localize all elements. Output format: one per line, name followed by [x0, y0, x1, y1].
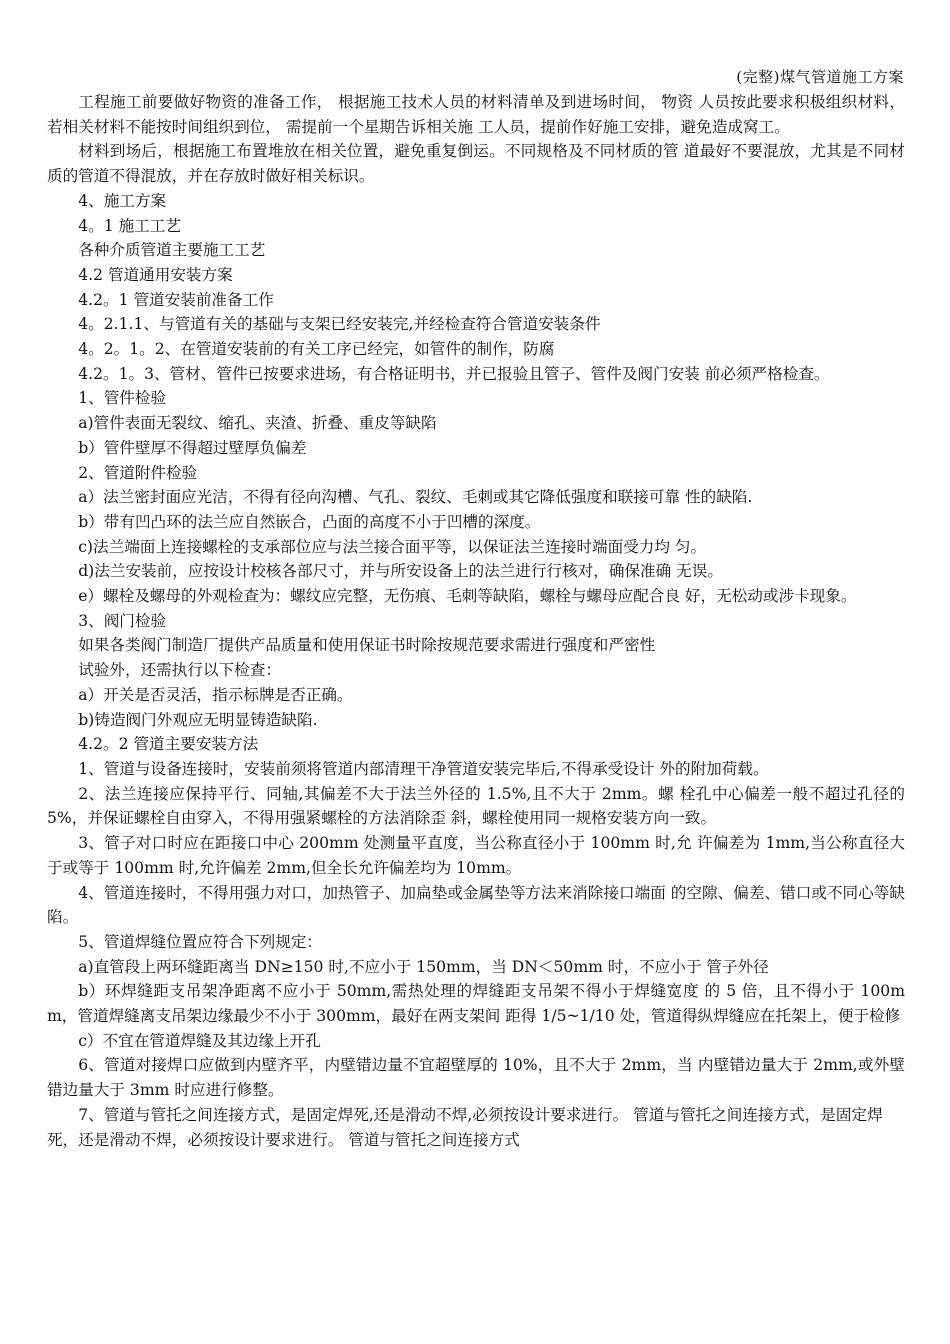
list-item: a)直管段上两环缝距离当 DN≥150 时,不应小于 150mm，当 DN＜50mm 时，不应小于 管子外径 — [78, 957, 769, 976]
list-item: d)法兰安装前，应按设计校核各部尺寸，并与所安设备上的法兰进行行核对，确保准确 无误。 — [78, 562, 723, 581]
paragraph: 各种介质管道主要施工工艺 — [78, 241, 266, 260]
list-item: b）管件壁厚不得超过壁厚负偏差 — [78, 438, 307, 457]
paragraph: 3、管子对口时应在距接口中心 200mm 处测量平直度，当公称直径小于 100mm 时,允 许偏差为 1mm,当公称直径大于或等于 100mm 时,允许偏差 2mm,但全长允许偏差均为 10mm。 — [47, 834, 905, 877]
paragraph: 1、管道与设备连接时，安装前须将管道内部清理干净管道安装完毕后,不得承受设计 外的附加荷载。 — [78, 759, 769, 778]
section-heading: 4、施工方案 — [78, 191, 167, 210]
paragraph: 材料到场后，根据施工布置堆放在相关位置，避免重复倒运。不同规格及不同材质的管 道最好不要混放，尤其是不同材质的管道不得混放，并在存放时做好相关标识。 — [47, 142, 905, 186]
paragraph: 6、管道对接焊口应做到内壁齐平，内壁错边量不宜超壁厚的 10%，且不大于 2mm，当 内壁错边量大于 2mm,或外壁错边量大于 3mm 时应进行修整。 — [47, 1056, 905, 1100]
list-item: e）螺栓及螺母的外观检查为：螺纹应完整，无伤痕、毛刺等缺陷，螺栓与螺母应配合良 好，无松动或涉卡现象。 — [78, 587, 857, 606]
paragraph: 5、管道焊缝位置应符合下列规定： — [78, 932, 323, 951]
section-heading: 4.2 管道通用安装方案 — [78, 265, 233, 284]
paragraph: 4。2.1.1、与管道有关的基础与支架已经安装完,并经检查符合管道安装条件 — [78, 315, 601, 334]
section-heading: 4.2。2 管道主要安装方法 — [78, 735, 259, 754]
list-item: a)管件表面无裂纹、缩孔、夹渣、折叠、重皮等缺陷 — [78, 414, 437, 433]
paragraph: 试验外，还需执行以下检查： — [78, 661, 281, 680]
list-item: a）法兰密封面应光洁，不得有径向沟槽、气孔、裂纹、毛刺或其它降低强度和联接可靠 性的缺陷. — [78, 488, 753, 507]
paragraph: 7、管道与管托之间连接方式，是固定焊死,还是滑动不焊,必须按设计要求进行。 管道与管托之间连接方式，是固定焊死，还是滑动不焊，必须按设计要求进行。 管道与管托之间连接方式 — [47, 1105, 883, 1149]
list-item: b）带有凹凸环的法兰应自然嵌合，凸面的高度不小于凹槽的深度。 — [78, 512, 541, 531]
paragraph: 4。2。1。2、在管道安装前的有关工序已经完，如管件的制作，防腐 — [78, 340, 555, 359]
document-body — [47, 90, 905, 1152]
list-item: b)铸造阀门外观应无明显铸造缺陷. — [78, 710, 318, 729]
list-item: b）环焊缝距支吊架净距离不应小于 50mm,需热处理的焊缝距支吊架不得小于焊缝宽度 的 5 倍，且不得小于 100mm，管道焊缝离支吊架边缘最少不小于 300mm，最好在两支架间 距得 1/5~1/10 处，管道得纵焊缝应在托架上，便于检修 — [47, 982, 905, 1026]
section-heading: 4.2。1 管道安装前准备工作 — [78, 290, 274, 309]
list-item: a）开关是否灵活，指示标牌是否正确。 — [78, 685, 353, 704]
list-item: c）不宜在管道焊缝及其边缘上开孔 — [78, 1031, 321, 1050]
section-heading: 3、阀门检验 — [78, 611, 167, 630]
list-item: c)法兰端面上连接螺栓的支承部位应与法兰接合面平等，以保证法兰连接时端面受力均 匀。 — [78, 537, 707, 556]
paragraph: 4、管道连接时，不得用强力对口，加热管子、加扁垫或金属垫等方法来消除接口端面 的空隙、偏差、错口或不同心等缺陷。 — [47, 883, 905, 927]
section-heading: 1、管件检验 — [78, 389, 167, 408]
section-heading: 2、管道附件检验 — [78, 463, 198, 482]
paragraph: 工程施工前要做好物资的准备工作， 根据施工技术人员的材料清单及到进场时间， 物资 人员按此要求积极组织材料， 若相关材料不能按时间组织到位， 需提前一个星期告诉相关施 工人员，提前作好施工安排，避免造成窝工。 — [47, 93, 905, 136]
paragraph: 如果各类阀门制造厂提供产品质量和使用保证书时除按规范要求需进行强度和严密性 — [78, 636, 656, 655]
document-header-title: (完整)煤气管道施工方案 — [736, 68, 904, 86]
paragraph: 2、法兰连接应保持平行、同轴,其偏差不大于法兰外径的 1.5%,且不大于 2mm。螺 栓孔中心偏差一般不超过孔径的 5%，并保证螺栓自由穿入，不得用强紧螺栓的方法消除歪 斜，螺栓使用同一规格安装方向一致。 — [47, 784, 905, 828]
paragraph: 4.2。1。3、管材、管件已按要求进场，有合格证明书，并已报验且管子、管件及阀门安装 前必须严格检查。 — [78, 364, 830, 383]
section-heading: 4。1 施工工艺 — [78, 216, 181, 235]
